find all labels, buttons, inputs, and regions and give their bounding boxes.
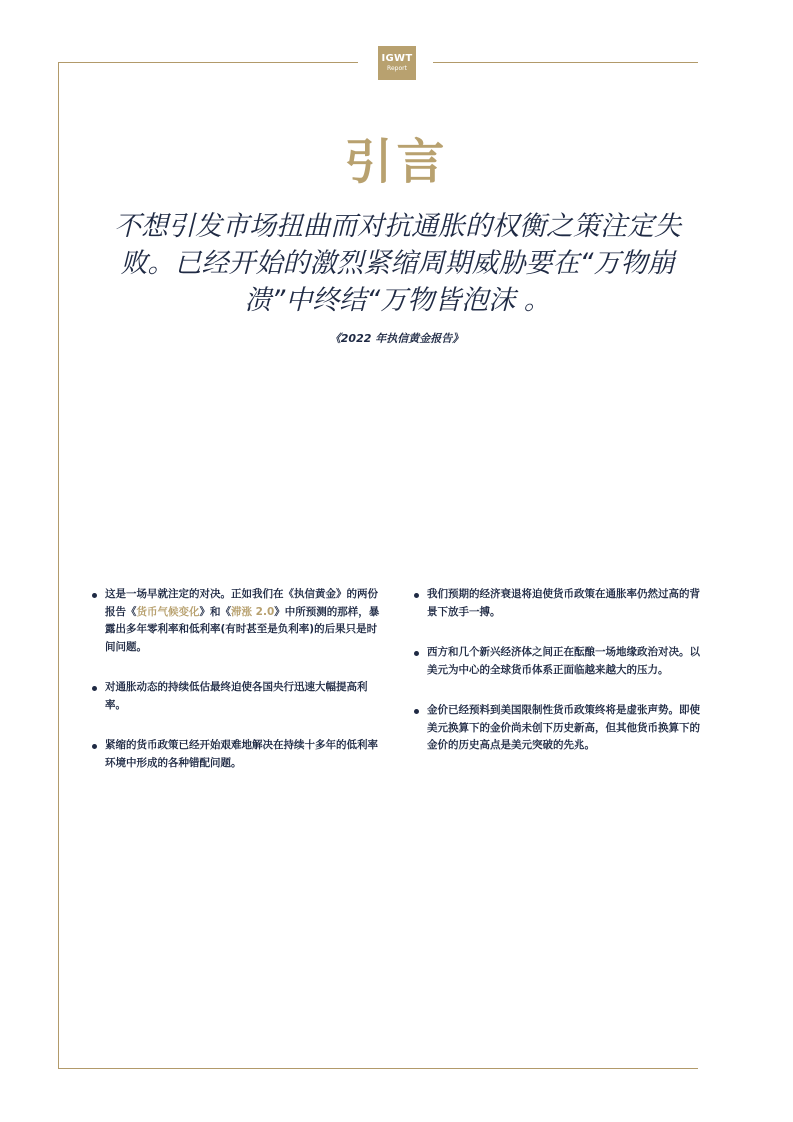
frame-line-bottom <box>58 1068 698 1069</box>
bullet-item <box>414 702 704 755</box>
bullet-text: 》中所预测的那样，暴露出多年零利率和低利率(有时甚至是负利率)的后果只是时间问题。 <box>105 605 380 653</box>
bullet-text: 紧缩的货币政策已经开始艰难地解决在持续十多年的低利率环境中形成的各种错配问题。 <box>105 739 378 769</box>
frame-line-top-right <box>433 62 698 63</box>
bullet-item <box>92 737 382 772</box>
quote-source: 《2022 年执信黄金报告》 <box>329 332 464 345</box>
logo-line-1: IGWT <box>381 53 413 64</box>
igwt-report-logo <box>378 46 416 80</box>
bullet-text: 我们预期的经济衰退将迫使货币政策在通胀率仍然过高的背景下放手一搏。 <box>427 588 700 618</box>
bullet-dot-icon <box>92 686 97 691</box>
bullet-item <box>92 586 382 656</box>
bullet-item <box>92 679 382 714</box>
bullet-text: 》和《 <box>199 605 231 618</box>
frame-line-top-left <box>58 62 358 63</box>
bullet-dot-icon <box>414 593 419 598</box>
bullet-item <box>414 644 704 679</box>
bullet-text: 这是一场早就注定的对决。正如我们在《执信黄金》的两份报告《 <box>105 588 378 618</box>
bullet-column-right <box>414 586 704 778</box>
bullet-text: 金价已经预料到美国限制性货币政策终将是虚张声势。即使美元换算下的金价尚未创下历史新高，但其他货币换算下的金价的历史高点是美元突破的先兆。 <box>427 704 700 751</box>
bullet-dot-icon <box>414 651 419 656</box>
logo-line-2: Report <box>387 65 407 72</box>
report-link-stagflation-2[interactable]: 滞涨 2.0 <box>231 605 275 618</box>
frame-line-left <box>58 62 59 1069</box>
bullet-text: 西方和几个新兴经济体之间正在酝酿一场地缘政治对决。以美元为中心的全球货币体系正面临越来越大的压力。 <box>427 646 700 676</box>
bullet-column-left <box>92 586 382 795</box>
bullet-dot-icon <box>92 744 97 749</box>
page-title: 引言 <box>344 134 449 190</box>
bullet-dot-icon <box>92 593 97 598</box>
bullet-text: 对通胀动态的持续低估最终迫使各国央行迅速大幅提高利率。 <box>105 681 368 711</box>
report-link-currency-climate-change[interactable]: 货币气候变化 <box>136 605 200 618</box>
bullet-item <box>414 586 704 621</box>
pull-quote: 不想引发市场扭曲而对抗通胀的权衡之策注定失败。已经开始的激烈紧缩周期威胁要在“万物崩溃”中终结“万物皆泡沫 。 <box>114 211 681 316</box>
bullet-dot-icon <box>414 709 419 714</box>
